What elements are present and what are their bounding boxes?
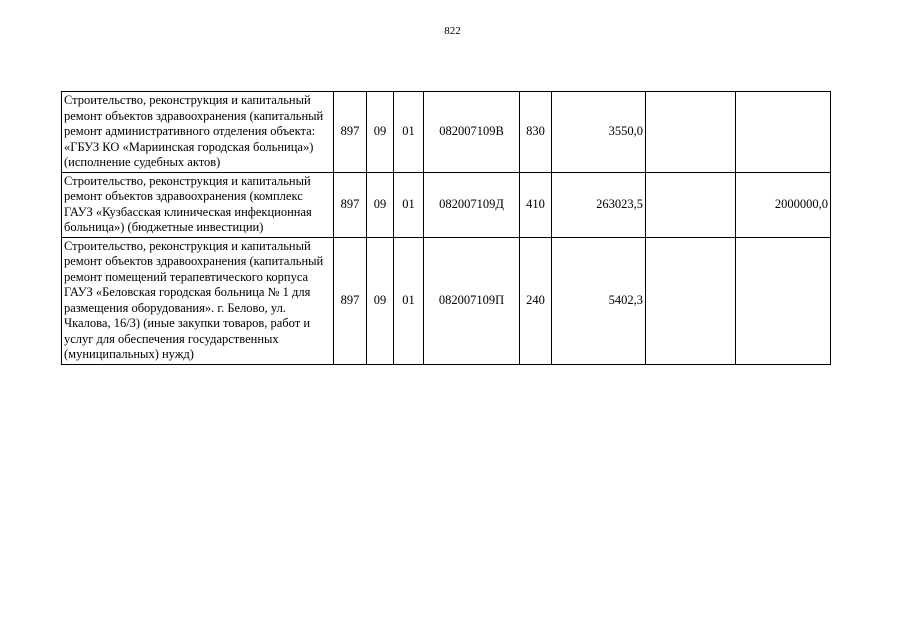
sum-year1: 5402,3 [552, 237, 646, 364]
section-code: 09 [367, 92, 394, 173]
sum-year1: 263023,5 [552, 172, 646, 237]
sum-year3 [736, 237, 831, 364]
table-row [62, 237, 831, 364]
sum-year2 [646, 237, 736, 364]
sum-year2 [646, 92, 736, 173]
grbs-code: 897 [334, 92, 367, 173]
subsection-code: 01 [394, 172, 424, 237]
target-article-code: 082007109Д [424, 172, 520, 237]
section-code: 09 [367, 237, 394, 364]
sum-year3 [736, 92, 831, 173]
expense-type-code: 830 [520, 92, 552, 173]
row-description: Строительство, реконструкция и капитальный ремонт объектов здравоохранения (капитальный ремонт помещений терапевтического корпуса ГАУЗ «Беловская городская больница № 1 для размещения оборудования». г. Белово, ул. Чкалова, 16/3) (иные закупки товаров, работ и услуг для обеспечения государственных (муниципальных) нужд) [62, 237, 334, 364]
sum-year3: 2000000,0 [736, 172, 831, 237]
target-article-code: 082007109В [424, 92, 520, 173]
sum-year1: 3550,0 [552, 92, 646, 173]
subsection-code: 01 [394, 92, 424, 173]
expense-type-code: 240 [520, 237, 552, 364]
budget-table [61, 91, 831, 365]
row-description: Строительство, реконструкция и капитальный ремонт объектов здравоохранения (капитальный ремонт административного отделения объекта: «ГБУЗ КО «Мариинская городская больница») (исполнение судебных актов) [62, 92, 334, 173]
page-number: 822 [444, 25, 461, 37]
expense-type-code: 410 [520, 172, 552, 237]
row-description: Строительство, реконструкция и капитальный ремонт объектов здравоохранения (комплекс ГАУЗ «Кузбасская клиническая инфекционная больница») (бюджетные инвестиции) [62, 172, 334, 237]
sum-year2 [646, 172, 736, 237]
table-row [62, 92, 831, 173]
subsection-code: 01 [394, 237, 424, 364]
target-article-code: 082007109П [424, 237, 520, 364]
table-row [62, 172, 831, 237]
section-code: 09 [367, 172, 394, 237]
grbs-code: 897 [334, 172, 367, 237]
grbs-code: 897 [334, 237, 367, 364]
